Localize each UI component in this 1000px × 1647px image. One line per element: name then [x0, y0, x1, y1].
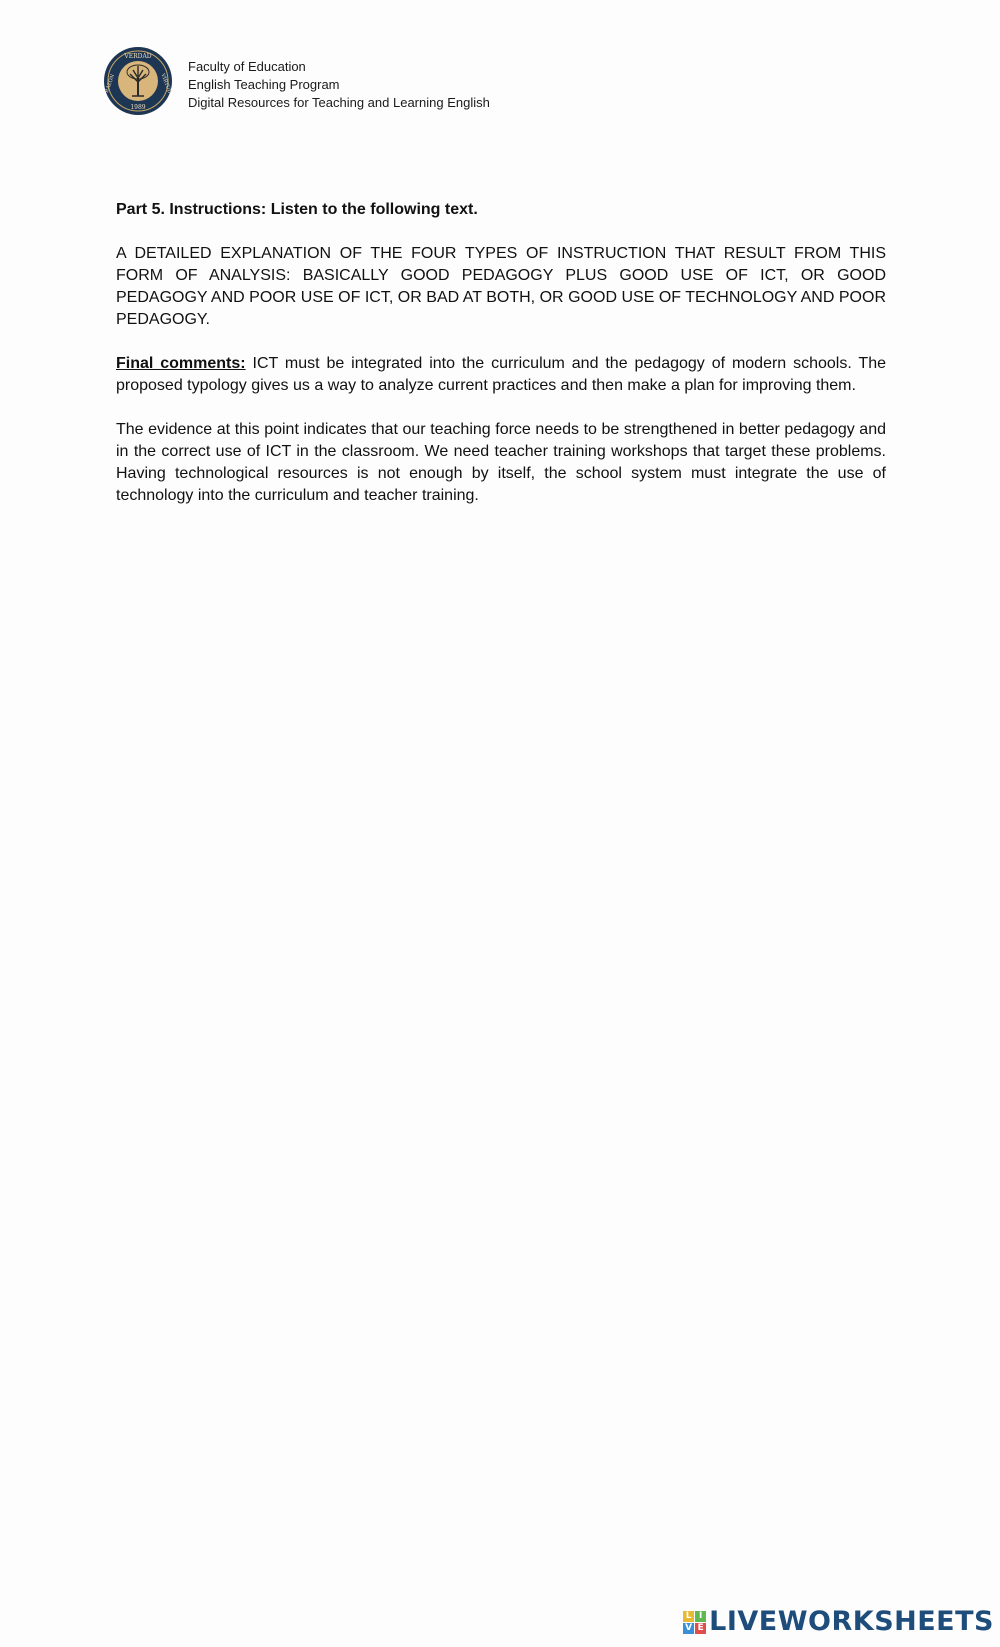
paragraph-four-types: A DETAILED EXPLANATION OF THE FOUR TYPES OF INSTRUCTION THAT RESULT FROM THIS FORM OF ANALYSIS: BASICALLY GOOD PEDAGOGY PLUS GOOD USE OF ICT, OR GOOD PEDAGOGY AND POOR USE OF ICT, OR BAD AT BOTH, OR GOOD USE OF TECHNOLOGY AND POOR PEDAGOGY. — [116, 245, 886, 328]
course-name: Digital Resources for Teaching and Learning English — [188, 95, 490, 110]
paragraph-evidence: The evidence at this point indicates that our teaching force needs to be strengthened in better pedagogy and in the correct use of ICT in the classroom. We need teacher training workshops that target these problems. Having technological resources is not enough by itself, the school system must integrate the use of technology into the curriculum and teacher training. — [116, 421, 886, 504]
tile-l: L — [683, 1611, 694, 1622]
tile-e: E — [695, 1623, 706, 1634]
program-name: English Teaching Program — [188, 77, 340, 92]
faculty-name: Faculty of Education — [188, 59, 306, 74]
seal-top-text: VERDAD — [124, 53, 152, 60]
final-comments-label: Final comments: — [116, 355, 246, 372]
seal-right-text: VIRTUD — [159, 72, 173, 95]
seal-left-text: RAZÓN — [103, 73, 117, 94]
liveworksheets-wordmark: LIVEWORKSHEETS — [709, 1606, 994, 1637]
seal-year: 1989 — [130, 104, 146, 111]
header-text-block — [188, 58, 490, 112]
document-body — [116, 199, 886, 529]
part-title: Part 5. Instructions: Listen to the following text. — [116, 201, 478, 218]
university-seal-icon — [103, 46, 173, 116]
tile-i: I — [695, 1611, 706, 1622]
live-tiles-icon — [683, 1611, 706, 1634]
paragraph-final-comments — [116, 353, 886, 397]
tile-v: V — [683, 1623, 694, 1634]
document-header — [103, 46, 490, 116]
final-comments-text: ICT must be integrated into the curriculum and the pedagogy of modern schools. The proposed typology gives us a way to analyze current practices and then make a plan for improving them. — [116, 355, 886, 394]
liveworksheets-logo[interactable] — [683, 1607, 994, 1637]
